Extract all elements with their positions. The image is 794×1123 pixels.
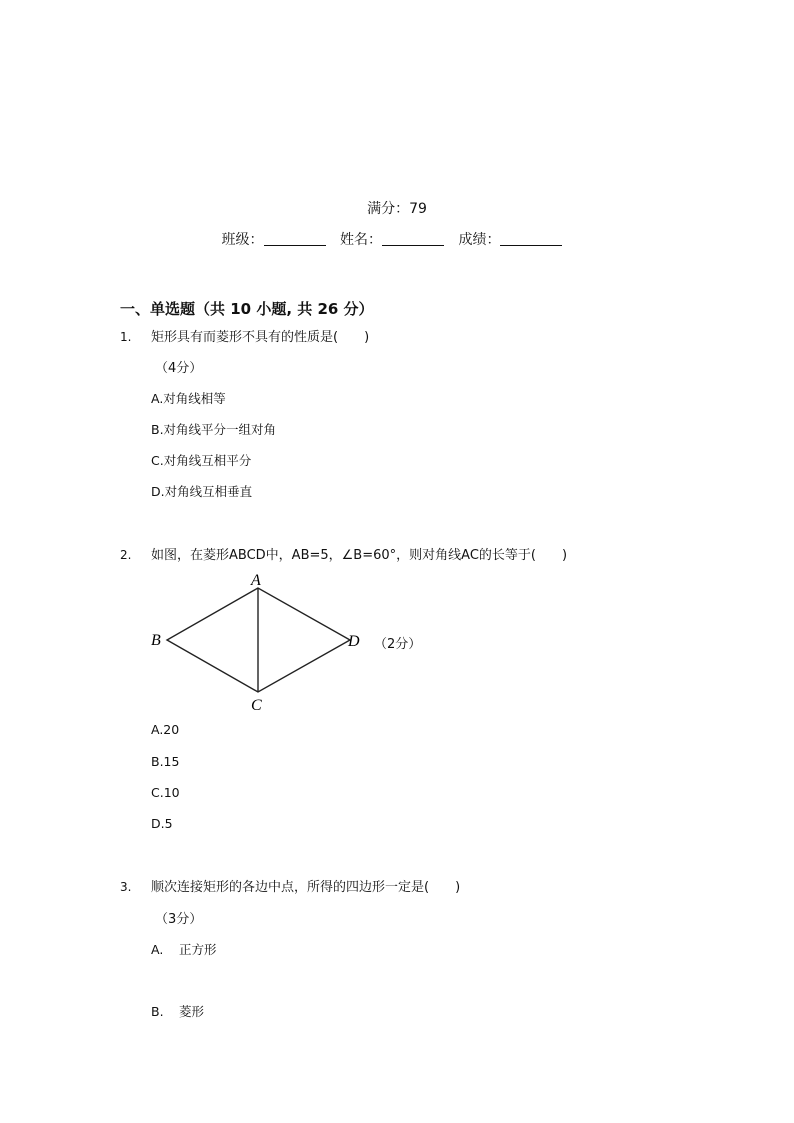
- vertex-label-c: C: [251, 697, 262, 714]
- question-text: 如图，在菱形ABCD中，AB=5，∠B=60°，则对角线AC的长等于( ): [151, 548, 568, 563]
- question-points: （4分）: [155, 361, 203, 376]
- section-title: 一、单选题（共 10 小题, 共 26 分）: [120, 300, 374, 318]
- option-a: A.20: [151, 722, 180, 737]
- question-points: （2分）: [374, 637, 422, 652]
- grade-label: 成绩：: [458, 232, 501, 248]
- option-letter: A.: [151, 942, 164, 957]
- option-d: D.5: [151, 816, 173, 831]
- option-c: C.10: [151, 785, 180, 800]
- student-info-row: [0, 229, 794, 249]
- option-b: B.15: [151, 754, 180, 769]
- option-b: B.对角线平分一组对角: [151, 422, 277, 437]
- option-a: [151, 940, 217, 958]
- option-b: [151, 1002, 204, 1020]
- option-text: 正方形: [179, 942, 217, 957]
- option-letter: B.: [151, 1004, 164, 1019]
- name-label: 姓名：: [340, 232, 382, 248]
- question-number: 1.: [120, 330, 132, 344]
- class-blank: [264, 231, 326, 246]
- question-points: （3分）: [155, 912, 203, 927]
- vertex-label-d: D: [348, 633, 360, 650]
- option-a: A.对角线相等: [151, 391, 226, 406]
- rhombus-figure: [150, 570, 370, 715]
- vertex-label-b: B: [151, 632, 161, 649]
- option-d: D.对角线互相垂直: [151, 484, 253, 499]
- option-c: C.对角线互相平分: [151, 453, 252, 468]
- question-text: 顺次连接矩形的各边中点，所得的四边形一定是( ): [151, 880, 461, 895]
- question-number: 3.: [120, 880, 132, 894]
- grade-blank: [500, 231, 562, 246]
- full-score: 满分：79: [367, 201, 427, 217]
- name-blank: [382, 231, 444, 246]
- vertex-label-a: A: [251, 572, 261, 589]
- option-text: 菱形: [179, 1004, 205, 1019]
- question-text: 矩形具有而菱形不具有的性质是( ): [151, 330, 370, 345]
- question-number: 2.: [120, 548, 132, 562]
- class-label: 班级：: [221, 232, 264, 248]
